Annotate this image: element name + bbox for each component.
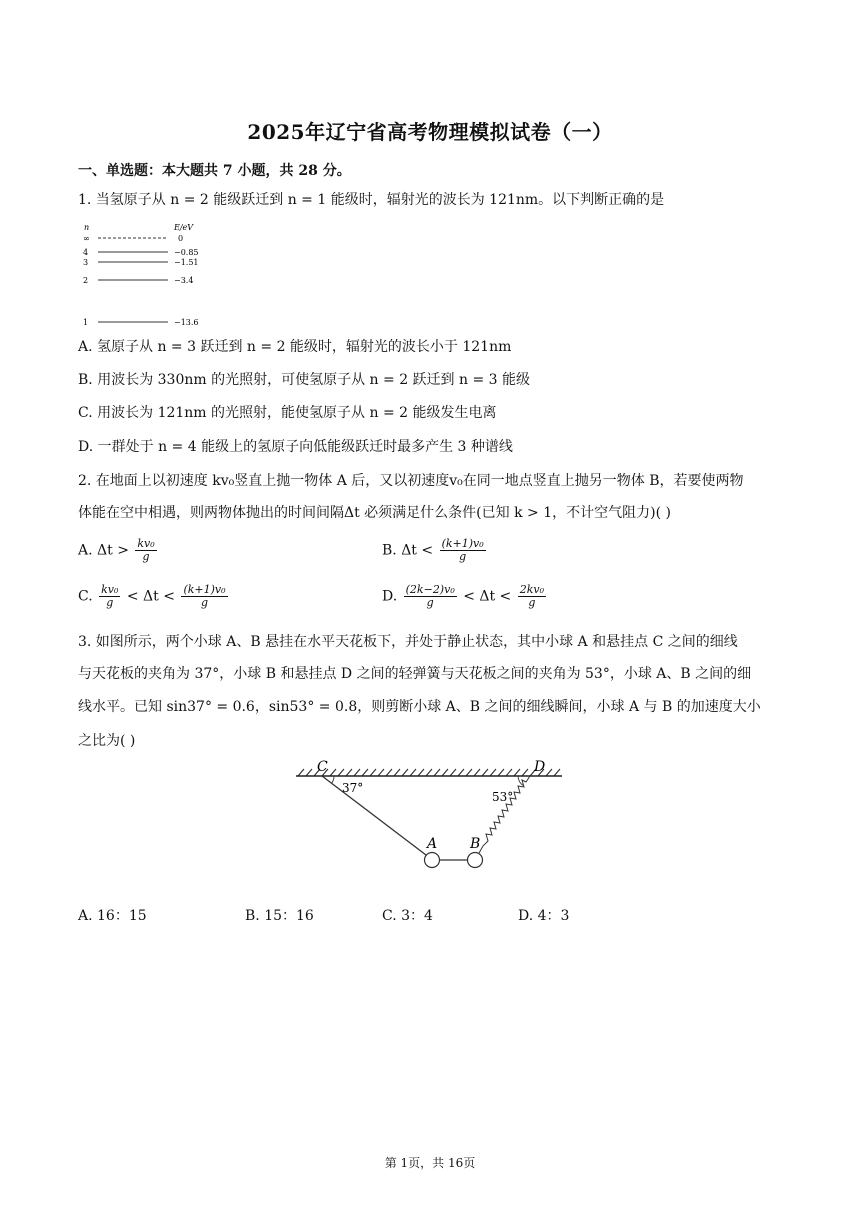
q2-option-d-prefix: D. <box>382 588 398 605</box>
level-3-e: −1.51 <box>174 258 199 267</box>
page-footer: 第 1页，共 16页 <box>384 1156 476 1170</box>
level-4-n: 4 <box>83 248 89 257</box>
q3-stem-line3: 线水平。已知 sin37° = 0.6，sin53° = 0.8，则剪断小球 A、B 之间的细线瞬间，小球 A 与 B 的加速度大小 <box>78 699 761 715</box>
fraction-denominator: g <box>200 596 208 609</box>
fraction-numerator: (2k−2)v₀ <box>405 583 455 596</box>
angle-d-label: 53° <box>492 790 514 804</box>
q1-option-a: A. 氢原子从 n = 3 跃迁到 n = 2 能级时，辐射光的波长小于 121nm <box>78 339 512 355</box>
fraction-numerator: (k+1)v₀ <box>441 537 484 550</box>
energy-level-diagram <box>78 218 218 330</box>
level-4-e: −0.85 <box>174 248 199 257</box>
q2-stem-line2: 体能在空中相遇，则两物体抛出的时间间隔Δt 必须满足什么条件(已知 k > 1，不计空气阻力)( ) <box>78 505 671 521</box>
ceiling-hatching <box>298 769 560 776</box>
q3-option-d: D. 4：3 <box>518 908 570 924</box>
ball-a-label: A <box>427 836 438 852</box>
level-inf-n: ∞ <box>83 234 90 243</box>
q2-option-c-fraction-left <box>99 584 120 609</box>
q2-option-b-fraction <box>440 538 486 563</box>
page-title: 2025年辽宁省高考物理模拟试卷（一） <box>247 120 613 144</box>
ball-a <box>425 853 440 868</box>
level-1-n: 1 <box>83 318 89 327</box>
q1-option-d: D. 一群处于 n = 4 能级上的氢原子向低能级跃迁时最多产生 3 种谱线 <box>78 439 513 455</box>
fraction-denominator: g <box>426 596 434 609</box>
q2-option-a-fraction <box>135 538 156 563</box>
level-3-n: 3 <box>83 258 89 267</box>
q2-option-d-fraction-left <box>404 584 457 609</box>
q2-option-b-prefix: B. Δt < <box>382 542 434 559</box>
ball-b-label: B <box>470 836 481 852</box>
angle-c-label: 37° <box>342 781 364 795</box>
q3-option-a: A. 16：15 <box>78 908 147 924</box>
q2-stem-line1: 2. 在地面上以初速度 kv₀竖直上抛一物体 A 后，又以初速度v₀在同一地点竖直上抛另一物体 B，若要使两物 <box>78 473 744 489</box>
q2-option-a <box>78 538 159 563</box>
q3-stem-line1: 3. 如图所示，两个小球 A、B 悬挂在水平天花板下，并处于静止状态，其中小球 A 和悬挂点 C 之间的细线 <box>78 634 738 650</box>
ball-b <box>468 853 483 868</box>
level-2-n: 2 <box>83 276 89 285</box>
q1-option-c: C. 用波长为 121nm 的光照射，能使氢原子从 n = 2 能级发生电离 <box>78 405 497 421</box>
section-heading: 一、单选题：本大题共 7 小题，共 28 分。 <box>78 163 351 179</box>
spring-db <box>479 776 530 853</box>
q3-stem-line2: 与天花板的夹角为 37°，小球 B 和悬挂点 D 之间的轻弹簧与天花板之间的夹角为 53°，小球 A、B 之间的细 <box>78 666 752 682</box>
q2-option-c-fraction-right <box>181 584 227 609</box>
point-d-label: D <box>534 759 546 775</box>
string-ca <box>322 776 426 855</box>
fraction-denominator: g <box>528 596 536 609</box>
fraction-numerator: kv₀ <box>101 583 119 596</box>
point-c-label: C <box>317 759 328 775</box>
q2-option-b <box>382 538 488 563</box>
q2-option-d <box>382 584 548 609</box>
q1-option-b: B. 用波长为 330nm 的光照射，可使氢原子从 n = 2 跃迁到 n = 3 能级 <box>78 372 531 388</box>
level-2-e: −3.4 <box>174 276 194 285</box>
hanging-balls-figure <box>290 756 570 874</box>
q1-stem: 1. 当氢原子从 n = 2 能级跃迁到 n = 1 能级时，辐射光的波长为 121nm。以下判断正确的是 <box>78 192 665 208</box>
q2-option-c <box>78 584 230 609</box>
q2-option-c-prefix: C. <box>78 588 93 605</box>
fraction-denominator: g <box>106 596 114 609</box>
q3-option-b: B. 15：16 <box>245 908 314 924</box>
diagram-n-label: n <box>84 223 90 232</box>
angle-arc-c <box>332 776 334 783</box>
diagram-energy-label: E/eV <box>174 223 194 232</box>
q3-option-c: C. 3：4 <box>382 908 433 924</box>
fraction-numerator: (k+1)v₀ <box>183 583 226 596</box>
q3-stem-line4: 之比为( ) <box>78 733 136 749</box>
q2-option-a-prefix: A. Δt > <box>78 542 129 559</box>
fraction-numerator: kv₀ <box>137 537 155 550</box>
fraction-denominator: g <box>142 550 150 563</box>
fraction-numerator: 2kv₀ <box>519 583 545 596</box>
level-1-e: −13.6 <box>174 318 199 327</box>
fraction-denominator: g <box>459 550 467 563</box>
q2-option-d-fraction-right <box>518 584 546 609</box>
level-inf-e: 0 <box>178 234 184 243</box>
q2-option-c-inequality: < Δt < <box>126 588 175 605</box>
q2-option-d-inequality: < Δt < <box>463 588 512 605</box>
